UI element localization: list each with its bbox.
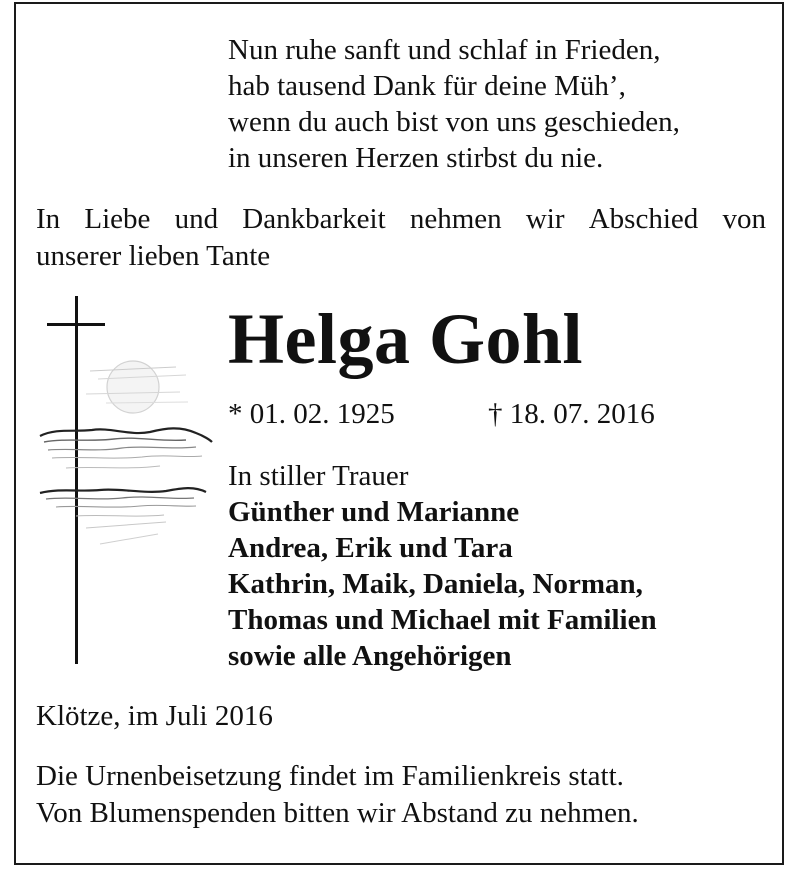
poem-line: wenn du auch bist von uns geschieden,	[228, 106, 680, 138]
poem-line: Nun ruhe sanft und schlaf in Frieden,	[228, 34, 661, 66]
intro-word: von	[722, 203, 766, 235]
memorial-illustration	[26, 296, 222, 668]
mourner-line: Kathrin, Maik, Daniela, Norman,	[228, 568, 643, 600]
mourner-line: Günther und Marianne	[228, 496, 520, 528]
mourner-line: Thomas und Michael mit Familien	[228, 604, 657, 636]
intro-word: Liebe	[84, 203, 151, 235]
mourners-block	[228, 458, 657, 674]
poem	[228, 32, 680, 176]
intro-word: Dankbarkeit	[242, 203, 386, 235]
place-date: Klötze, im Juli 2016	[36, 700, 273, 732]
intro-word: Abschied	[588, 203, 699, 235]
intro-line: unserer lieben Tante	[36, 240, 271, 272]
intro-word: und	[174, 203, 219, 235]
mourning-heading: In stiller Trauer	[228, 460, 409, 492]
cross-icon	[47, 296, 105, 664]
intro-word: In	[36, 203, 61, 235]
sun-landscape-illustration	[40, 361, 212, 544]
notice-line: Die Urnenbeisetzung findet im Familienkreis statt.	[36, 760, 624, 792]
birth-date: * 01. 02. 1925	[228, 398, 395, 430]
intro-word: wir	[525, 203, 565, 235]
death-date: † 18. 07. 2016	[488, 398, 655, 430]
notice-line: Von Blumenspenden bitten wir Abstand zu nehmen.	[36, 797, 639, 829]
mourner-line: sowie alle Angehörigen	[228, 640, 512, 672]
mourner-line: Andrea, Erik und Tara	[228, 532, 513, 564]
deceased-name: Helga Gohl	[228, 299, 584, 379]
poem-line: in unseren Herzen stirbst du nie.	[228, 142, 604, 174]
funeral-notice	[36, 758, 639, 832]
life-dates	[228, 396, 655, 432]
intro-word: nehmen	[409, 203, 502, 235]
intro-text	[36, 201, 766, 275]
intro-line	[36, 201, 766, 238]
poem-line: hab tausend Dank für deine Müh’,	[228, 70, 626, 102]
